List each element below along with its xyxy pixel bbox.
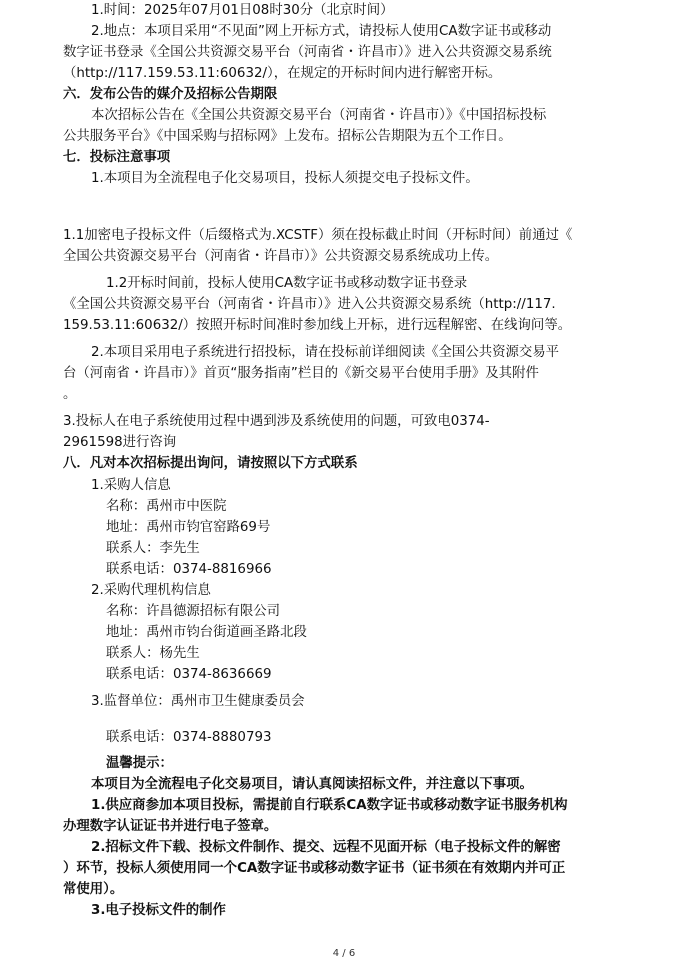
text-line: 。	[63, 387, 77, 402]
text-line: 2.地点：本项目采用“不见面”网上开标方式，请投标人使用CA数字证书或移动	[91, 24, 552, 39]
notice-line: 本项目为全流程电子化交易项目，请认真阅读招标文件，并注意以下事项。	[91, 777, 533, 792]
notice-heading: 温馨提示：	[106, 756, 173, 771]
text-line: 1.采购人信息	[91, 478, 171, 493]
text-line: 本次招标公告在《全国公共资源交易平台（河南省・许昌市）》《中国招标投标	[91, 108, 547, 123]
section-heading: 八．凡对本次招标提出询问，请按照以下方式联系	[63, 456, 358, 471]
text-line: 2961598进行咨询	[63, 435, 177, 450]
text-line: 名称：许昌德源招标有限公司	[106, 604, 281, 619]
text-line: 联系电话：0374-8636669	[106, 667, 272, 682]
text-line: 1.2开标时间前，投标人使用CA数字证书或移动数字证书登录	[106, 276, 468, 291]
text-line: 地址：禹州市钧官窑路69号	[106, 520, 271, 535]
text-line: 159.53.11:60632/）按照开标时间准时参加线上开标，进行远程解密、在线询问等。	[63, 318, 572, 333]
text-line: 2.本项目采用电子系统进行招投标，请在投标前详细阅读《全国公共资源交易平	[91, 345, 560, 360]
text-line: （http://117.159.53.11:60632/），在规定的开标时间内进行解密开标。	[63, 66, 502, 81]
text-line: 1.时间：2025年07月01日08时30分（北京时间）	[91, 3, 394, 18]
text-line: 联系人：杨先生	[106, 646, 200, 661]
text-line: 1.1加密电子投标文件（后缀格式为.XCSTF）须在投标截止时间（开标时间）前通过《	[63, 228, 573, 243]
page-number: 4 / 6	[332, 948, 356, 959]
text-line: 联系人：李先生	[106, 541, 200, 556]
text-line: 3.投标人在电子系统使用过程中遇到涉及系统使用的问题，可致电0374-	[63, 414, 490, 429]
text-line: 数字证书登录《全国公共资源交易平台（河南省・许昌市）》进入公共资源交易系统	[63, 45, 552, 60]
text-line: 联系电话：0374-8816966	[106, 562, 272, 577]
text-line: 联系电话：0374-8880793	[106, 730, 272, 745]
text-line: 1.本项目为全流程电子化交易项目，投标人须提交电子投标文件。	[91, 171, 479, 186]
text-line: 地址：禹州市钧台街道画圣路北段	[106, 625, 307, 640]
notice-line: 2.招标文件下载、投标文件制作、提交、远程不见面开标（电子投标文件的解密	[91, 840, 561, 855]
text-line: 2.采购代理机构信息	[91, 583, 211, 598]
notice-line: 1.供应商参加本项目投标，需提前自行联系CA数字证书或移动数字证书服务机构	[91, 798, 568, 813]
text-line: 全国公共资源交易平台（河南省・许昌市）》公共资源交易系统成功上传。	[63, 249, 499, 264]
notice-line: 常使用）。	[63, 882, 124, 897]
notice-line: 3.电子投标文件的制作	[91, 903, 226, 918]
notice-line: 办理数字认证证书并进行电子签章。	[63, 819, 278, 834]
text-line: 台（河南省・许昌市）》首页“服务指南”栏目的《新交易平台使用手册》及其附件	[63, 366, 539, 381]
section-heading: 六．发布公告的媒介及招标公告期限	[63, 87, 278, 102]
text-line: 名称：禹州市中医院	[106, 499, 227, 514]
text-line: 3.监督单位：禹州市卫生健康委员会	[91, 694, 305, 709]
section-heading: 七．投标注意事项	[63, 150, 171, 165]
notice-line: ）环节，投标人须使用同一个CA数字证书或移动数字证书（证书须在有效期内并可正	[63, 861, 566, 876]
text-line: 公共服务平台》《中国采购与招标网》上发布。招标公告期限为五个工作日。	[63, 129, 512, 144]
text-line: 《全国公共资源交易平台（河南省・许昌市）》进入公共资源交易系统（http://117.	[63, 297, 556, 312]
